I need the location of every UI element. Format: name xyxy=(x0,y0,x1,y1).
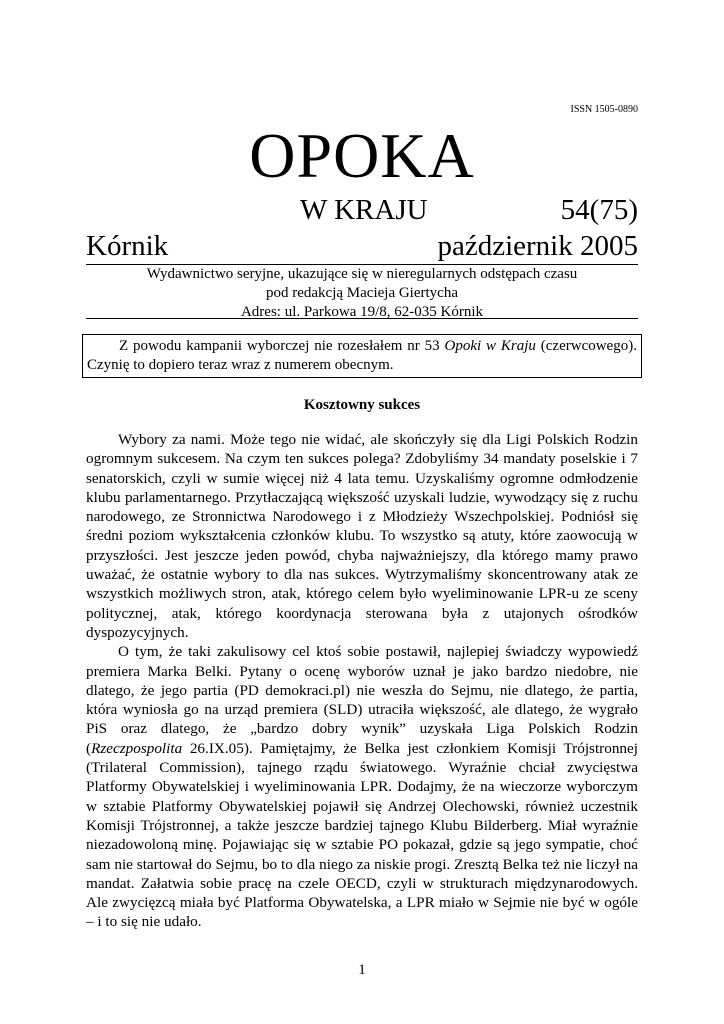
article-title: Kosztowny sukces xyxy=(303,397,421,413)
paragraph-2-part-1: O tym, że taki zakulisowy cel ktoś sobie postawił, najlepiej świadczy wypowiedź premiera Marka Belki. Pytany o ocenę wyborów uznał je jako bardzo niedobre, nie dlatego, że jego partia (PD demokraci.pl) nie weszła do Sejmu, nie dlatego, że partia, która wyniosła go na urząd premiera (SLD) utraciła większość, ale dlatego, że wygrało PiS oraz dlatego, że „bardzo dobry wynik” uzyskała Liga Polskich Rodzin ( xyxy=(86,643,638,757)
header-divider xyxy=(86,318,638,319)
subtitle-line xyxy=(86,192,638,228)
paragraph-2-part-2: 26.IX.05). Pamiętajmy, że Belka jest członkiem Komisji Trójstronnej (Trilateral Commission), tajnego rządu światowego. Wyraźnie chciał zwycięstwa Platformy Obywatelskiej i wyeliminowania LPR. Dodajmy, że na wieczorze wyborczym w sztabie Platformy Obywatelskiej pojawił się Andrzej Olechowski, również uczestnik Komisji Trójstronnej, a także jeszcze bardziej tajnego Klubu Bilderberg. Miał wyraźnie niezadowoloną minę. Pojawiając się w sztabie PO pokazał, gdzie są jego sympatie, choć sam nie startował do Sejmu, bo to dla niego za niskie progi. Zresztą Belka też nie liczył na mandat. Załatwia sobie pracę na czele OECD, czyli w strukturach międzynarodowych. Ale zwycięzcą miała być Platforma Obywatelska, a LPR miało w Sejmie nie być w ogóle – i to się nie udało. xyxy=(86,739,638,931)
issue-number: 54(75) xyxy=(560,194,638,226)
notice-text xyxy=(87,337,637,375)
article-body xyxy=(86,430,638,932)
paragraph-2-italic: Rzeczpospolita xyxy=(91,739,183,757)
subtitle: W KRAJU xyxy=(300,194,428,226)
notice-box xyxy=(82,334,642,378)
notice-text-before: Z powodu kampanii wyborczej nie rozesłałem nr 53 xyxy=(119,338,445,354)
article-paragraph-2 xyxy=(86,642,638,931)
publisher-info xyxy=(86,265,638,322)
issue-date: październik 2005 xyxy=(437,230,638,262)
article-paragraph-1: Wybory za nami. Może tego nie widać, ale skończyły się dla Ligi Polskich Rodzin ogromnym sukcesem. Na czym ten sukces polega? Zdobyliśmy 34 mandaty poselskie i 7 senatorskich, czyli w sumie więcej niż 4 lata temu. Uzyskaliśmy ogromne odmłodzenie klubu parlamentarnego. Przytłaczającą większość uzyskali ludzie, wywodzący się z ruchu narodowego, ze Stronnictwa Narodowego i z Młodzieży Wszechpolskiej. Podniósł się średni poziom wykształcenia członków klubu. To wszystko są atuty, które zaowocują w przyszłości. Jest jeszcze jeden powód, chyba najważniejszy, dla którego mamy prawo uważać, że ostatnie wybory to dla nas sukces. Wytrzymaliśmy skoncentrowany atak ze wszystkich możliwych stron, atak, którego celem było wyeliminowanie LPR-u ze sceny politycznej, atak, którego koordynacja sterowana była z utajonych ośrodków dyspozycyjnych. xyxy=(86,431,638,641)
place: Kórnik xyxy=(86,230,169,262)
notice-text-after: (czerwcowego). Czynię to dopiero teraz wraz z numerem obecnym. xyxy=(87,338,637,373)
issn-label: ISSN 1505-0890 xyxy=(570,104,638,115)
place-date-line xyxy=(86,228,638,265)
page-number: 1 xyxy=(358,962,366,978)
notice-text-italic: Opoki w Kraju xyxy=(444,338,536,354)
info-line-3: Adres: ul. Parkowa 19/8, 62-035 Kórnik xyxy=(240,304,484,320)
info-line-2: pod redakcją Macieja Giertycha xyxy=(266,285,458,301)
masthead-title: OPOKA xyxy=(249,120,475,191)
info-line-1: Wydawnictwo seryjne, ukazujące się w nieregularnych odstępach czasu xyxy=(146,266,578,282)
